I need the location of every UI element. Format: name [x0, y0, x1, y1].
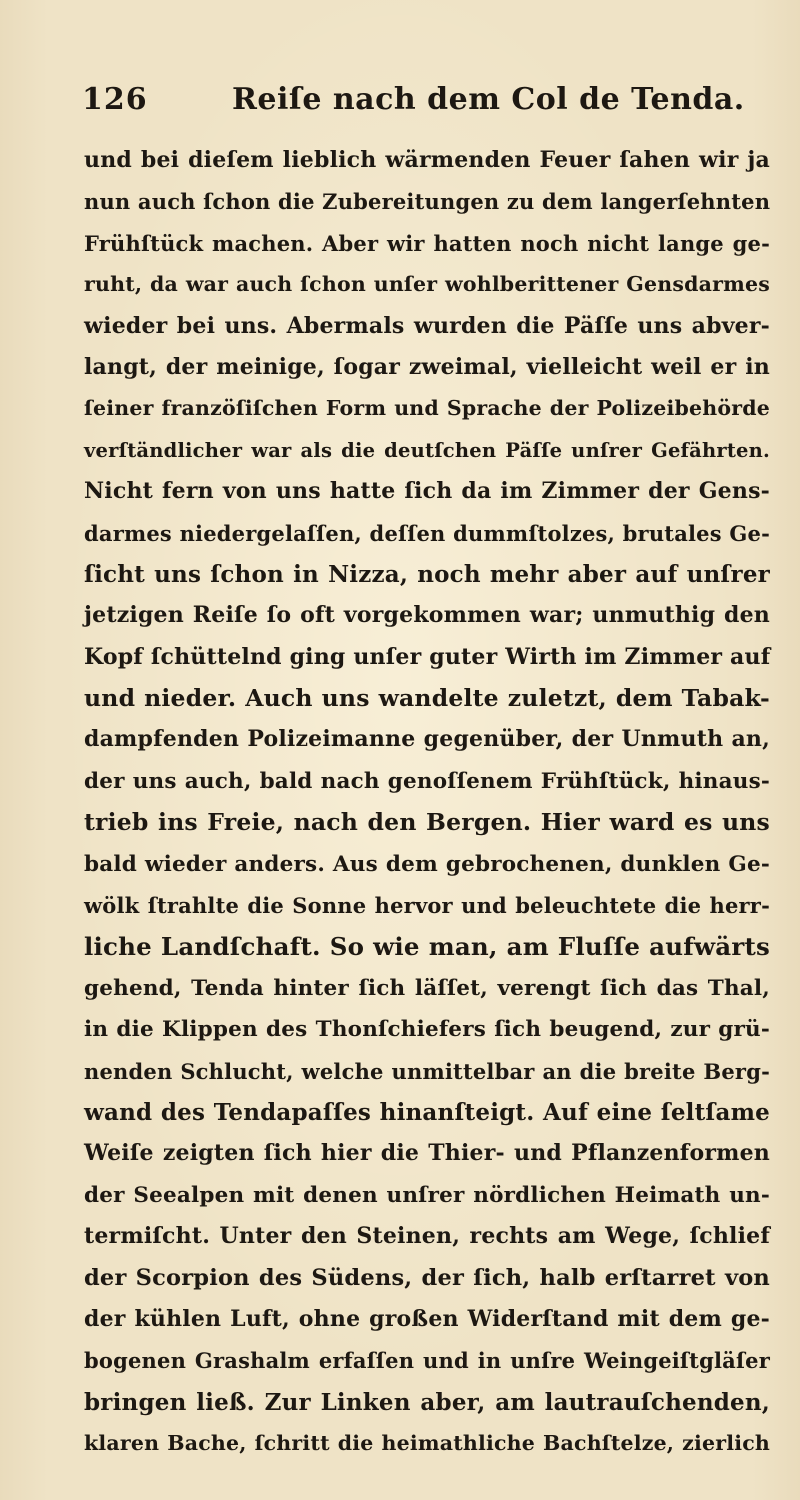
- text-line: bald wieder anders. Aus dem gebrochenen, dunklen Ge-: [84, 851, 770, 877]
- text-line: gehend, Tenda hinter ſich läſſet, verengt ſich das Thal,: [84, 975, 770, 1001]
- text-line: termiſcht. Unter den Steinen, rechts am Wege, ſchlief: [84, 1223, 770, 1250]
- text-line: Kopf ſchüttelnd ging unſer guter Wirth im Zimmer auf: [84, 643, 771, 670]
- text-line: bringen ließ. Zur Linken aber, am lautrauſchenden,: [84, 1388, 770, 1416]
- text-line: nun auch ſchon die Zubereitungen zu dem langerſehnten: [84, 189, 771, 215]
- text-line: Frühſtück machen. Aber wir hatten noch nicht lange ge-: [84, 230, 770, 256]
- text-line: ſeiner franzöſiſchen Form und Sprache der Polizeibehörde: [84, 396, 770, 421]
- text-line: liche Landſchaft. So wie man, am Fluſſe aufwärts: [84, 932, 770, 962]
- text-line: verſtändlicher war als die deutſchen Päſſe unſrer Gefährten.: [84, 438, 770, 462]
- text-line: der Seealpen mit denen unſrer nördlichen Heimath un-: [84, 1182, 770, 1208]
- body-text: [84, 140, 770, 1465]
- text-line: Nicht fern von uns hatte ſich da im Zimmer der Gens-: [84, 478, 770, 505]
- text-line: darmes niedergelaſſen, deſſen dummſtolzes, brutales Ge-: [84, 520, 770, 546]
- text-line: der Scorpion des Südens, der ſich, halb erſtarret von: [84, 1264, 770, 1291]
- text-line: in die Klippen des Thonſchiefers ſich beugend, zur grü-: [84, 1017, 770, 1043]
- text-line: wölk ſtrahlte die Sonne hervor und beleuchtete die herr-: [84, 893, 770, 919]
- text-line: wand des Tendapaſſes hinanſteigt. Auf eine ſeltſame: [84, 1098, 770, 1126]
- text-line: der uns auch, bald nach genoſſenem Frühſtück, hinaus-: [84, 768, 770, 794]
- text-line: und nieder. Auch uns wandelte zuletzt, dem Tabak-: [84, 684, 770, 713]
- text-line: der kühlen Luft, ohne großen Widerſtand mit dem ge-: [84, 1305, 770, 1332]
- text-line: klaren Bache, ſchritt die heimathliche Bachſtelze, zierlich: [84, 1431, 770, 1456]
- text-line: wieder bei uns. Abermals wurden die Päſſe uns abver-: [84, 312, 770, 339]
- text-line: dampfenden Polizeimanne gegenüber, der Unmuth an,: [84, 726, 770, 753]
- page-number: 126: [82, 82, 148, 117]
- text-line: Weiſe zeigten ſich hier die Thier- und Pflanzenformen: [84, 1140, 770, 1167]
- text-line: jetzigen Reiſe ſo oft vorgekommen war; unmuthig den: [84, 602, 770, 629]
- text-line: bogenen Grashalm erfaſſen und in unſre Weingeiſtgläſer: [84, 1348, 770, 1374]
- text-line: ruht, da war auch ſchon unſer wohlberittener Gensdarmes: [84, 272, 770, 297]
- page-header: [82, 78, 772, 128]
- running-title: Reiſe nach dem Col de Tenda.: [232, 82, 745, 117]
- text-line: langt, der meinige, ſogar zweimal, vielleicht weil er in: [84, 353, 770, 380]
- text-line: und bei dieſem lieblich wärmenden Feuer ſahen wir ja: [84, 147, 770, 173]
- text-line: nenden Schlucht, welche unmittelbar an die breite Berg-: [84, 1058, 770, 1084]
- text-line: ſicht uns ſchon in Nizza, noch mehr aber auf unſrer: [84, 560, 770, 588]
- text-line: trieb ins Freie, nach den Bergen. Hier ward es uns: [84, 808, 770, 837]
